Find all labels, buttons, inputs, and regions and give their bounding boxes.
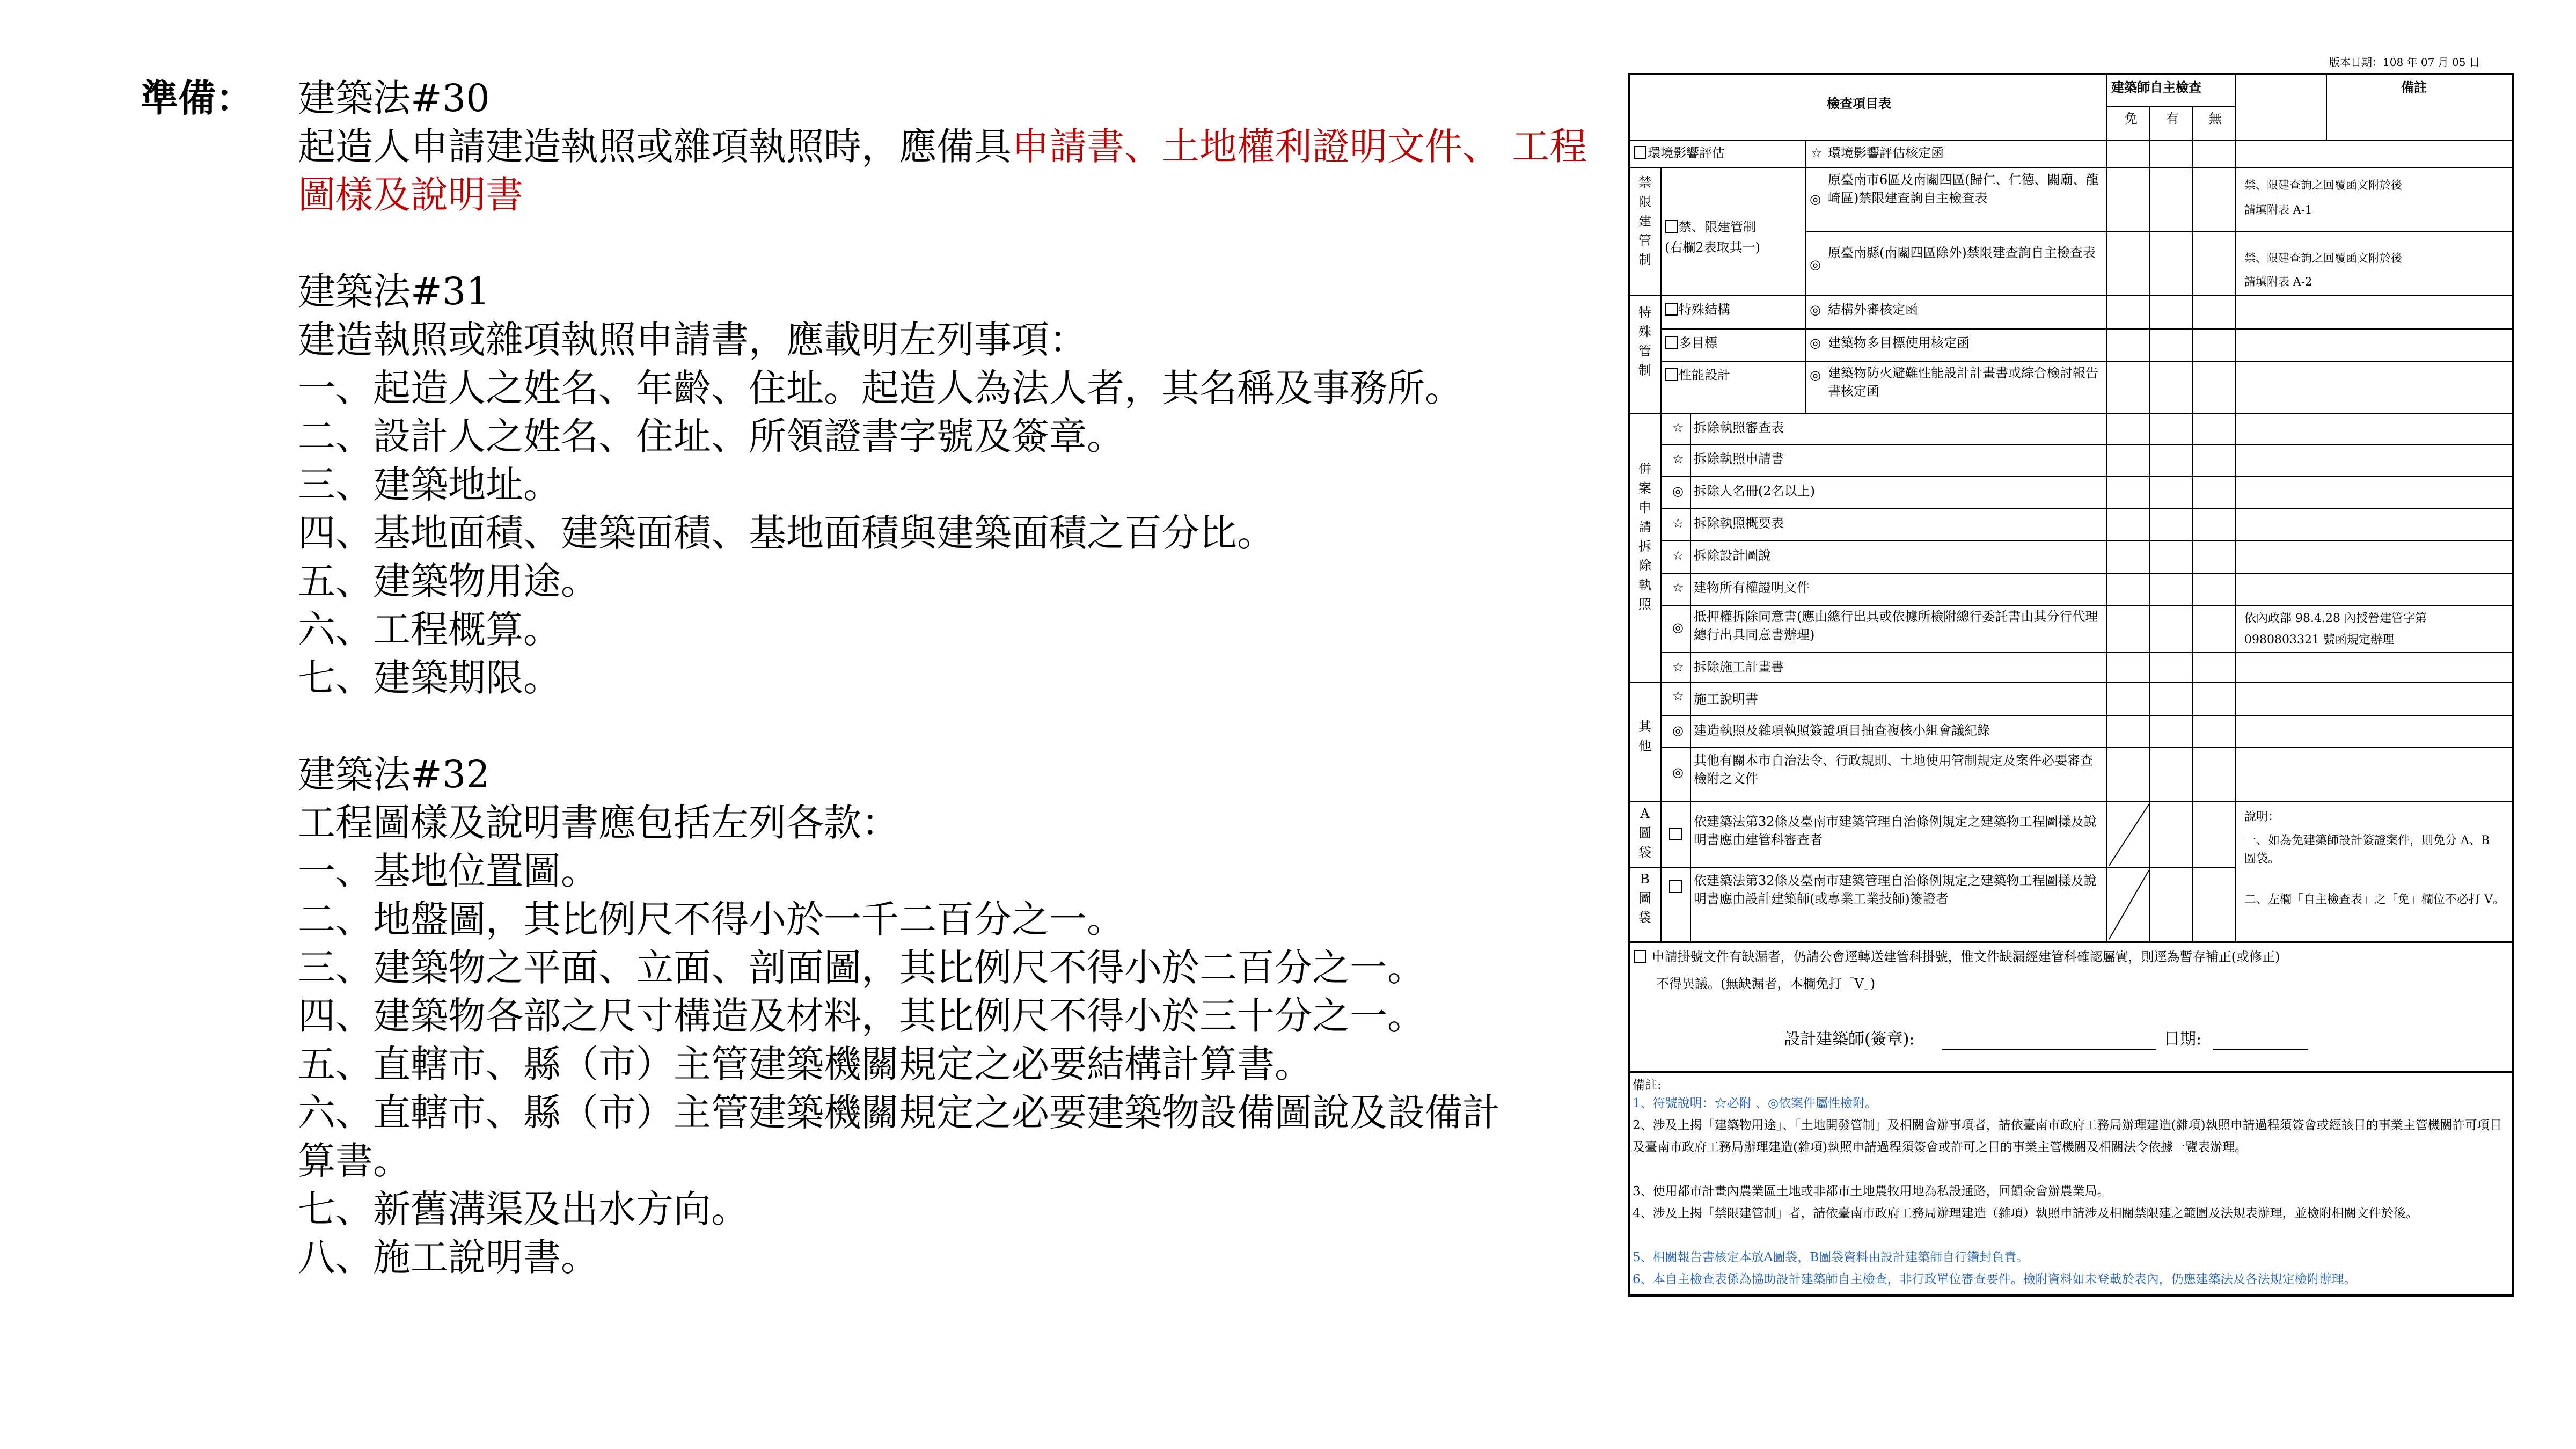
bags-remark-2: 二、左欄「自主檢查表」之「免」欄位不必打 V。: [2244, 893, 2505, 906]
art32-item: 八、施工說明書。: [298, 1235, 598, 1279]
note-item: 4、涉及上揭「禁限建管制」者，請依臺南市政府工務局辦理建造（雜項）執照申請涉及相關禁限建之範圍及法規表辦理，並檢附相關文件於後。: [1633, 1206, 2418, 1220]
art32-item: 三、建築物之平面、立面、剖面圖，其比例尺不得小於二百分之一。: [298, 946, 1425, 990]
col-exempt: 免: [2125, 111, 2138, 126]
bag-a-side-label: A圖袋: [1638, 806, 1651, 860]
checkbox-icon[interactable]: [1634, 146, 1646, 159]
header-items: 檢查項目表: [1827, 96, 1891, 111]
bag-a-item: 依建築法第32條及臺南市建築管理自治條例規定之建築物工程圖樣及說明書應由建管科審查者: [1694, 814, 2097, 847]
demolish-mark: ☆: [1672, 548, 1684, 563]
demolish-mark: ◎: [1672, 484, 1684, 499]
note-item: 6、本自主檢查表係為協助設計建築師自主檢查，非行政單位審查要件。檢附資料如未登載於表內，仍應建築法及各法規定檢附辦理。: [1633, 1272, 2357, 1286]
row-env-item: 環境影響評估核定函: [1828, 145, 1944, 160]
art32-title: 建築法#32: [298, 752, 490, 796]
art31-intro: 建造執照或雜項執照申請書，應載明左列事項：: [298, 318, 1087, 362]
demolish-item: 抵押權拆除同意書(應由總行出具或依據所檢附總行委託書由其分行代理總行出具同意書辦理): [1694, 609, 2098, 642]
demolish-item: 拆除施工計畫書: [1694, 660, 1784, 675]
bag-b-checkbox: [1669, 878, 1683, 896]
row-env-cat: [1634, 144, 1725, 162]
checkbox-icon[interactable]: [1665, 220, 1678, 233]
other-mark: ☆: [1672, 689, 1684, 704]
special-item: 結構外審核定函: [1828, 302, 1918, 317]
pending-line1: [1634, 948, 2280, 966]
art31-item: 三、建築地址。: [298, 463, 561, 507]
special-mark: ◎: [1810, 335, 1821, 350]
special-item: 建築物防火避難性能設計計畫書或綜合檢討報告書核定函: [1828, 365, 2098, 399]
special-mark: ◎: [1810, 302, 1821, 317]
header-self-check: 建築師自主檢查: [2111, 79, 2201, 95]
restrict-remark-2a: 禁、限建查詢之回覆函文附於後: [2244, 252, 2402, 265]
special-row: [1665, 366, 1730, 384]
form-version-date: 版本日期：108 年 07 月 05 日: [2329, 56, 2480, 69]
demolish-mark: ☆: [1672, 660, 1684, 675]
checkbox-icon[interactable]: [1669, 828, 1682, 840]
law-text-block: [298, 74, 1597, 1282]
bags-remark-title: 說明：: [2244, 810, 2280, 824]
prep-label: 準備：: [141, 76, 253, 120]
demolish-mark: ☆: [1672, 420, 1684, 435]
other-mark: ◎: [1672, 765, 1684, 780]
art31-item: 五、建築物用途。: [298, 559, 598, 603]
demolish-mark: ☆: [1672, 516, 1684, 531]
signature-date-label: 日期:: [2164, 1030, 2202, 1049]
special-item: 建築物多目標使用核定函: [1828, 335, 1970, 350]
other-item: 其他有關本市自治法令、行政規則、土地使用管制規定及案件必要審查檢附之文件: [1694, 753, 2093, 786]
other-item: 施工說明書: [1694, 692, 1758, 707]
art31-item: 二、設計人之姓名、住址、所領證書字號及簽章。: [298, 414, 1124, 458]
art30-pre: 起造人申請建造執照或雜項執照時，應備具: [298, 125, 1012, 169]
note-item: 3、使用都市計畫內農業區土地或非都市土地農牧用地為私設通路，回饋金會辦農業局。: [1633, 1184, 2110, 1198]
note-item: 2、涉及上揭「建築物用途」、「土地開發管制」及相關會辦事項者，請依臺南市政府工務局辦理建造(雜項)執照申請過程須簽會或經該目的事業主管機關許可項目及臺南市政府工務局辦理建造(雜項)執照申請過程須簽會或許可之目的事業主管機關及相關法令依據一覽表辦理。: [1633, 1118, 2502, 1154]
art32-item: 一、基地位置圖。: [298, 849, 598, 893]
bags-remark-1: 一、如為免建築師設計簽證案件，則免分 A、B 圖袋。: [2244, 834, 2490, 866]
other-item: 建造執照及雜項執照簽證項目抽查複核小組會議紀錄: [1694, 723, 1990, 738]
pending-line2: 不得異議。(無缺漏者，本欄免打「V」): [1656, 976, 1876, 991]
restrict-cat-note: (右欄2表取其一): [1665, 240, 1760, 255]
special-row: [1665, 301, 1730, 319]
art31-item: 六、工程概算。: [298, 608, 561, 652]
demolish-item: 拆除設計圖說: [1694, 548, 1771, 563]
art32-item: 四、建築物各部之尺寸構造及材料，其比例尺不得小於三十分之一。: [298, 994, 1425, 1038]
checkbox-icon[interactable]: [1665, 303, 1678, 316]
restrict-mark-2: ◎: [1810, 257, 1821, 272]
special-row: [1665, 334, 1717, 352]
art32-intro: 工程圖樣及說明書應包括左列各款：: [298, 801, 899, 845]
restrict-remark-2b: 請填附表 A-2: [2244, 275, 2312, 288]
demolish-mark: ☆: [1672, 451, 1684, 466]
checkbox-icon[interactable]: [1665, 368, 1678, 381]
art32-item: 六、直轄市、縣（市）主管建築機關規定之必要建築物設備圖說及設備計算書。: [298, 1091, 1500, 1183]
checkbox-icon[interactable]: [1634, 950, 1646, 963]
note-item: 1、符號說明：☆必附 、◎依案件屬性檢附。: [1633, 1096, 1878, 1110]
demolish-remark-b: 0980803321 號函規定辦理: [2244, 633, 2394, 647]
row-env-cat-label: 環境影響評估: [1648, 145, 1725, 160]
restrict-item-1: 原臺南市6區及南關四區(歸仁、仁德、關廟、龍崎區)禁限建查詢自主檢查表: [1828, 172, 2099, 206]
notes-title: 備註:: [1633, 1078, 1662, 1092]
other-mark: ◎: [1672, 723, 1684, 738]
other-side-label: 其他: [1638, 719, 1651, 753]
special-cat: 性能設計: [1679, 368, 1730, 383]
restrict-remark-1a: 禁、限建查詢之回覆函文附於後: [2244, 179, 2402, 192]
restrict-mark-1: ◎: [1810, 192, 1821, 207]
art32-item: 七、新舊溝渠及出水方向。: [298, 1187, 749, 1231]
art31-item: 一、起造人之姓名、年齡、住址。起造人為法人者，其名稱及事務所。: [298, 366, 1462, 410]
bag-b-item: 依建築法第32條及臺南市建築管理自治條例規定之建築物工程圖樣及說明書應由設計建築師(或專業工業技師)簽證者: [1694, 873, 2097, 906]
restrict-remark-1b: 請填附表 A-1: [2244, 203, 2312, 216]
art31-title: 建築法#31: [298, 269, 490, 313]
bag-a-checkbox: [1669, 825, 1683, 844]
special-cat: 特殊結構: [1679, 302, 1730, 317]
special-mark: ◎: [1810, 368, 1821, 383]
demolish-item: 拆除執照申請書: [1694, 451, 1784, 466]
restrict-side-label: 禁限建管制: [1638, 175, 1651, 267]
special-side-label: 特殊管制: [1638, 305, 1651, 378]
demolish-item: 拆除執照審查表: [1694, 420, 1784, 435]
demolish-item: 建物所有權證明文件: [1694, 580, 1810, 595]
row-env-mark: ☆: [1811, 145, 1823, 160]
pending-line1-text: 申請掛號文件有缺漏者，仍請公會逕轉送建管科掛號，惟文件缺漏經建管科確認屬實，則逕為暫存補正(或修正): [1651, 949, 2280, 964]
art30-title: 建築法#30: [298, 76, 490, 120]
art32-item: 五、直轄市、縣（市）主管建築機關規定之必要結構計算書。: [298, 1042, 1312, 1086]
header-remarks: 備註: [2401, 79, 2427, 95]
art30-body: [298, 122, 1597, 219]
note-item: 5、相關報告書核定本放A圖袋，B圖袋資料由設計建築師自行鑽封負責。: [1633, 1250, 2029, 1264]
checkbox-icon[interactable]: [1669, 880, 1682, 893]
signature-line[interactable]: [1942, 1049, 2156, 1050]
checkbox-icon[interactable]: [1665, 336, 1678, 349]
date-line[interactable]: [2213, 1049, 2308, 1050]
art31-item: 四、基地面積、建築面積、基地面積與建築面積之百分比。: [298, 511, 1275, 555]
demolish-remark-a: 依內政部 98.4.28 內授營建管字第: [2244, 612, 2427, 625]
signature-architect-label: 設計建築師(簽章):: [1784, 1030, 1915, 1049]
demolish-mark: ◎: [1672, 620, 1684, 635]
na-diagonal: [2107, 868, 2150, 941]
special-cat: 多目標: [1679, 335, 1717, 350]
na-diagonal: [2107, 802, 2150, 868]
demolish-mark: ☆: [1672, 580, 1684, 595]
restrict-cat: [1665, 218, 1756, 236]
art31-item: 七、建築期限。: [298, 656, 561, 700]
col-none: 無: [2209, 111, 2222, 126]
demolish-item: 拆除人名冊(2名以上): [1694, 484, 1815, 499]
demolish-item: 拆除執照概要表: [1694, 516, 1784, 531]
col-have: 有: [2166, 111, 2179, 126]
demolish-side-label: 併案申請拆除執照: [1638, 462, 1651, 612]
self-check-form: [1628, 73, 2514, 1297]
restrict-item-2: 原臺南縣(南關四區除外)禁限建查詢自主檢查表: [1828, 245, 2096, 260]
art30-required-docs: 申請書、土地權利證明文件、 工程圖樣及說明書: [298, 125, 1587, 217]
art32-item: 二、地盤圖，其比例尺不得小於一千二百分之一。: [298, 897, 1124, 941]
bag-b-side-label: B圖袋: [1638, 872, 1651, 925]
restrict-cat-label: 禁、限建管制: [1679, 219, 1756, 235]
